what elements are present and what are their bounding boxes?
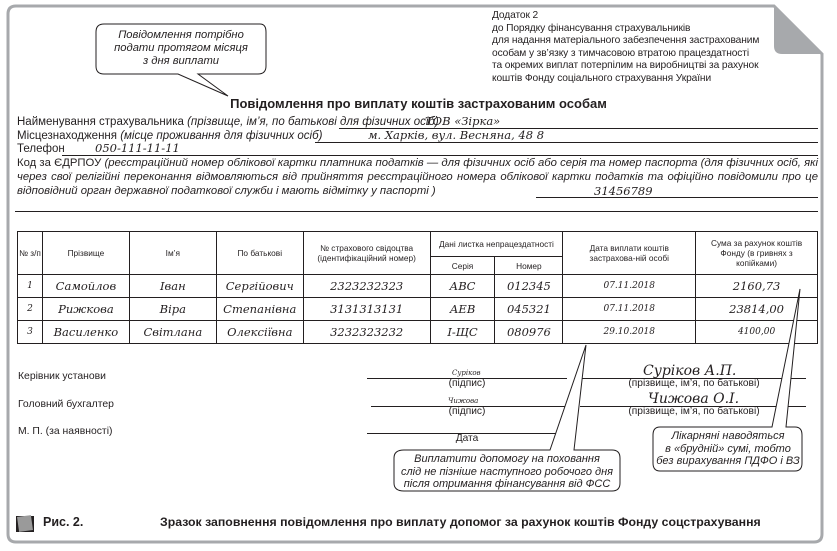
appendix-line: та окремих виплат потерпілим на виробництві за рахунок [492,60,759,72]
code-paragraph [17,156,818,199]
cell-number: 045321 [495,298,563,321]
cell-num: 1 [18,275,43,298]
code-field-line [536,197,818,198]
cell-certificate: 2323232323 [303,275,430,298]
accountant-signature-caption: (підпис) [448,406,486,417]
location-value[interactable]: м. Харків, вул. Весняна, 48 8 [368,128,545,142]
location-hint: (місце проживання для фізичних осіб) [120,130,323,142]
head-name[interactable]: Суріков А.П. [643,363,737,379]
appendix-line: для надання матеріального забезпечення застрахованим [492,35,760,47]
header-series: Серія [430,257,495,275]
cell-num: 3 [18,321,43,344]
header-surname: Прізвище [42,232,129,275]
callout-line: Лікарняні наводяться [671,430,785,442]
cell-number: 080976 [495,321,563,344]
cell-surname: Рижкова [42,298,129,321]
callout-deadline [94,22,274,98]
phone-value[interactable]: 050-111-11-11 [95,141,180,155]
callout-line: Повідомлення потрібно [118,29,244,41]
figure-caption: Зразок заповнення повідомлення про виплату допомог за рахунок коштів Фонду соцстрахування [160,515,761,529]
header-amount: Сума за рахунок коштів Фонду (в гривнях з копійками) [696,232,818,275]
header-pay-date: Дата виплати коштів застрахова-ній особі [563,232,696,275]
cell-surname: Самойлов [42,275,129,298]
insurer-label: Найменування страхувальника [17,116,184,128]
cell-number: 012345 [495,275,563,298]
cell-series: АЕВ [430,298,495,321]
insurer-hint: (прізвище, ім’я, по батькові для фізичних осіб) [187,116,439,128]
head-label: Керівник установи [18,371,106,382]
cell-name: Світлана [129,321,216,344]
callout-line: після отримання фінансування від ФСС [403,478,611,491]
figure-label: Рис. 2. [43,515,84,529]
accountant-name[interactable]: Чижова О.І. [648,391,740,407]
accountant-name-caption: (прізвище, ім’я, по батькові) [628,406,760,417]
cell-series: І-ЩС [430,321,495,344]
cell-patronymic: Олексіївна [216,321,303,344]
appendix-note [492,10,759,86]
cell-name: Віра [129,298,216,321]
header-patronymic: По батькові [216,232,303,275]
appendix-line: особам у зв’язку з тимчасовою втратою працездатності [492,47,750,59]
header-name: Ім’я [129,232,216,275]
cell-patronymic: Сергійович [216,275,303,298]
callout-line: Виплатити допомогу на поховання [414,453,600,465]
callout-funeral [390,335,630,495]
accountant-signature[interactable]: Чижова [448,397,479,405]
cell-num: 2 [18,298,43,321]
cell-pay-date: 29.10.2018 [563,321,696,344]
figure-marker-icon [16,516,34,532]
callout-line: слід не пізніше наступного робочого дня [400,465,614,478]
location-label: Місцезнаходження [17,130,117,142]
phone-label: Телефон [17,143,65,155]
location-field-line [315,142,818,143]
cell-certificate: 3131313131 [303,298,430,321]
head-signature-caption: (підпис) [448,378,486,389]
header-certificate: № страхового свідоцтва (ідентифікаційний номер) [303,232,430,275]
extra-line [15,211,818,212]
cell-amount: 2160,73 [696,275,818,298]
cell-amount: 23814,00 [696,298,818,321]
header-sick-list: Дані листка непрацездатності [430,232,563,257]
date-caption: Дата [455,433,479,444]
code-label: Код за ЄДРПОУ [17,157,102,169]
cell-series: АВС [430,275,495,298]
appendix-line: до Порядку фінансування страхувальників [492,22,691,34]
header-num: № з/п [18,232,43,275]
callout-line: без вирахування ПДФО і ВЗ [656,455,800,468]
code-hint: (реєстраційний номер облікової картки платника податків — для фізичних осіб або серія та номер паспорта (для фізичних осіб, які через свої релігійні переконання відмовляються від прийняття реєстраційного номера облікової картки податків та офіційно повідомили про це відповідний орган державної податкової служби і мають відмітку у паспорті ) [17,157,819,198]
accountant-label: Головний бухгалтер [18,399,114,410]
form-title: Повідомлення про виплату коштів застрахованим особам [230,96,607,111]
cell-pay-date: 07.11.2018 [563,298,696,321]
appendix-line: коштів Фонду соціального страхування України [492,72,712,84]
stamp-label: М. П. (за наявності) [18,426,113,437]
cell-pay-date: 07.11.2018 [563,275,696,298]
callout-line: подати протягом місяця [114,42,248,54]
cell-name: Іван [129,275,216,298]
head-name-caption: (прізвище, ім’я, по батькові) [628,378,760,389]
cell-certificate: 3232323232 [303,321,430,344]
phone-row [17,143,65,156]
appendix-line: Додаток 2 [492,10,539,21]
code-value[interactable]: 31456789 [594,184,653,198]
header-number: Номер [495,257,563,275]
cell-amount: 4100,00 [696,321,818,344]
table-header-row [18,232,818,257]
callout-line: з дня виплати [142,55,220,67]
callout-line: в «брудній» сумі, тобто [665,442,791,455]
cell-patronymic: Степанівна [216,298,303,321]
cell-surname: Василенко [42,321,129,344]
head-signature[interactable]: Сурiков [452,369,481,377]
callout-sick-leave [650,285,810,475]
insurer-value[interactable]: ТОВ «Зірка» [425,114,501,128]
